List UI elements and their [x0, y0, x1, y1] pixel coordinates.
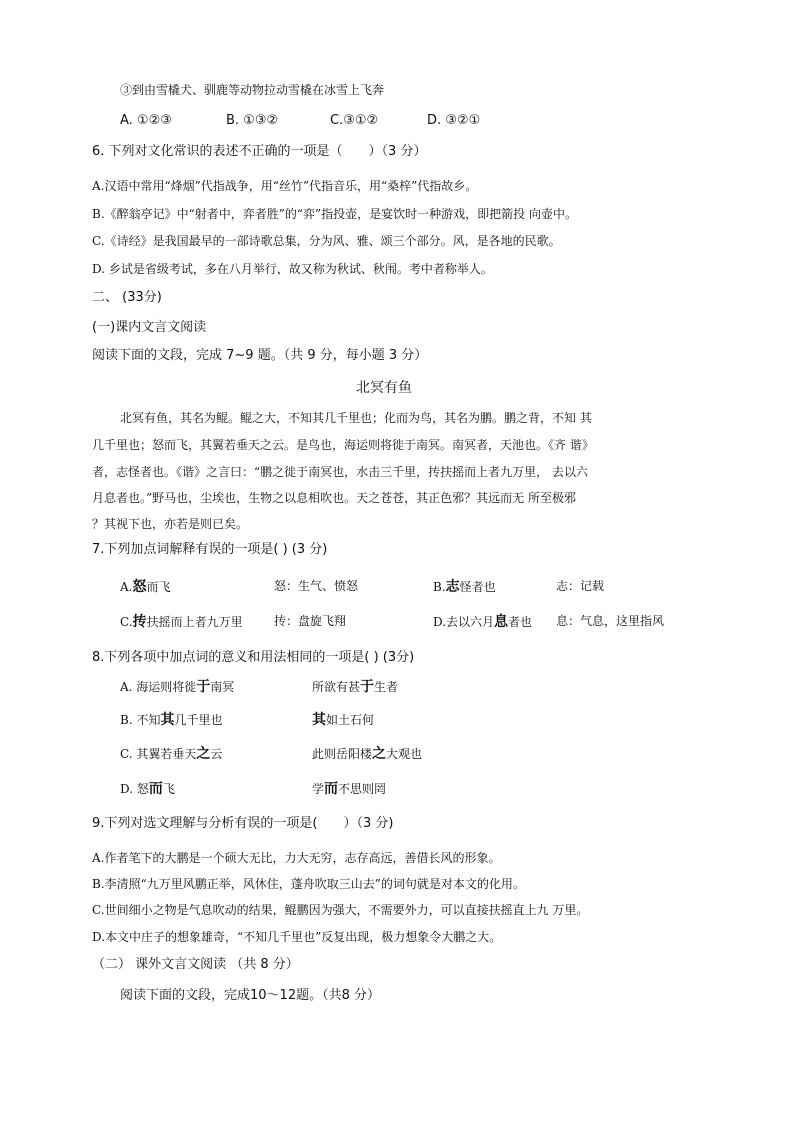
emphasized-word: 息 — [494, 614, 509, 630]
q9-option-a: A.作者笔下的大鹏是一个硕大无比，力大无穷，志存高远，善借长风的形象。 — [92, 851, 501, 865]
emphasized-word: 抟 — [132, 614, 147, 630]
emphasized-word: 其 — [160, 712, 175, 728]
emphasized-word: 于 — [196, 679, 211, 695]
q8-option-d-left: D. 怒而飞 — [120, 781, 175, 797]
q9-option-d: D.本文中庄子的想象雄奇，“不知几千里也”反复出现，极力想象令大鹏之大。 — [92, 930, 502, 944]
passage-line: 北冥有鱼，其名为鲲。鲲之大，不知其几千里也；化而为鸟，其名为鹏。鹏之背，不知 其 — [120, 411, 592, 425]
emphasized-word: 志 — [445, 579, 460, 595]
emphasized-word: 怒 — [132, 579, 147, 595]
q7-stem: 7.下列加点词解释有误的一项是( ) (3 分) — [92, 542, 328, 557]
reading-instruction: 阅读下面的文段，完成 7~9 题。（共 9 分，每小题 3 分） — [92, 348, 428, 363]
q8-option-c-right: 此则岳阳楼之大观也 — [312, 746, 423, 762]
q9-option-c: C.世间细小之物是气息吹动的结果，鲲鹏因为强大，不需要外力，可以直接扶摇直上九 万里。 — [92, 903, 589, 917]
q7-gloss-a: 怒：生气、愤怒 — [274, 579, 359, 593]
q7-gloss-c: 抟：盘旋飞翔 — [274, 614, 347, 628]
q9-stem: 9.下列对选文理解与分析有误的一项是( ）（3 分) — [92, 816, 394, 831]
q8-option-a-right: 所欲有甚于生者 — [312, 679, 399, 695]
q6-option-c: C.《诗经》是我国最早的一部诗歌总集，分为风、雅、颂三个部分。风，是各地的民歌。 — [92, 234, 561, 248]
subsection-heading-2: （二） 课外文言文阅读 （共 8 分） — [92, 957, 299, 972]
q7-gloss-b: 志：记载 — [556, 579, 605, 593]
passage-line: 者，志怪者也。《谐》之言曰：“鹏之徙于南冥也，水击三千里，抟扶摇而上者九万里， 去以六 — [92, 465, 588, 479]
q5-option-c: C.③①② — [330, 113, 379, 128]
q6-option-b: B.《醉翁亭记》中“射者中，弈者胜”的“弈”指投壶，是宴饮时一种游戏，即把箭投 向壶中。 — [92, 207, 577, 221]
emphasized-word: 其 — [312, 712, 326, 728]
q8-option-a-left: A. 海运则将徙于南冥 — [120, 679, 235, 695]
q8-stem: 8.下列各项中加点词的意义和用法相同的一项是( ) (3分) — [92, 650, 415, 665]
q7-gloss-d: 息：气息，这里指风 — [556, 614, 665, 628]
reading-instruction-2: 阅读下面的文段，完成10～12题。（共8 分） — [120, 988, 380, 1003]
q7-option-d: D.去以六月息者也 — [433, 614, 533, 630]
q7-option-b: B.志怪者也 — [433, 579, 496, 595]
passage-line: 月息者也。”野马也，尘埃也，生物之以息相吹也。天之苍苍，其正色邪？其远而无 所至极邪 — [92, 491, 576, 505]
section-heading: 二、 (33分) — [92, 290, 162, 305]
passage-title: 北冥有鱼 — [356, 380, 412, 396]
q6-stem: 6. 下列对文化常识的表述不正确的一项是（ ）（3 分） — [92, 144, 427, 159]
q5-item-3: ③到由雪橇犬、驯鹿等动物拉动雪橇在冰雪上飞奔 — [120, 83, 385, 97]
subsection-heading: (一)课内文言文阅读 — [92, 320, 207, 335]
q5-option-b: B. ①③② — [226, 113, 279, 128]
passage-line: 几千里也；怒而飞，其翼若垂天之云。是鸟也，海运则将徙于南冥。南冥者，天池也。《齐 谐》 — [92, 438, 594, 452]
q5-option-d: D. ③②① — [427, 113, 481, 128]
q6-option-a: A.汉语中常用“烽烟”代指战争，用“丝竹”代指音乐，用“桑梓”代指故乡。 — [92, 179, 478, 193]
passage-line: ？其视下也，亦若是则已矣。 — [92, 517, 249, 531]
emphasized-word: 之 — [196, 746, 211, 762]
q6-option-d: D. 乡试是省级考试，多在八月举行，故又称为秋试、秋闱。考中者称举人。 — [92, 262, 493, 276]
emphasized-word: 而 — [148, 781, 163, 797]
q9-option-b: B.李清照“九万里风鹏正举，风休住，蓬舟吹取三山去”的词句就是对本文的化用。 — [92, 877, 525, 891]
q7-option-c: C.抟扶摇而上者九万里 — [120, 614, 243, 630]
emphasized-word: 之 — [372, 746, 387, 762]
q8-option-b-left: B. 不知其几千里也 — [120, 712, 223, 728]
q8-option-b-right: 其如土石何 — [312, 712, 375, 728]
q8-option-c-left: C. 其翼若垂天之云 — [120, 746, 223, 762]
q7-option-a: A.怒而飞 — [120, 579, 171, 595]
emphasized-word: 于 — [360, 679, 375, 695]
emphasized-word: 而 — [324, 781, 339, 797]
q8-option-d-right: 学而不思则罔 — [312, 781, 387, 797]
q5-option-a: A. ①②③ — [120, 113, 172, 128]
